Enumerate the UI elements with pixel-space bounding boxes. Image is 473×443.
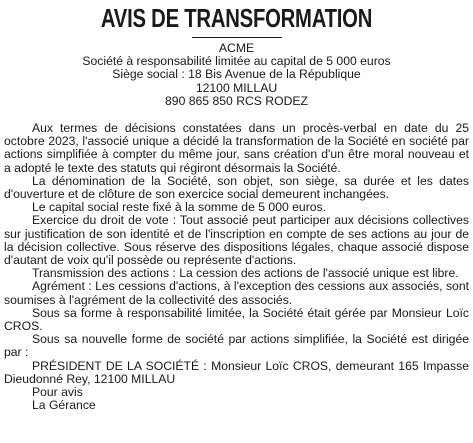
paragraph-decision: Aux termes de décisions constatées dans un procès-verbal en date du 25 octobre 2023, l'associé unique a décidé la transformation de la Société en société par actions simplifiée à compter du même jour, sans création d'un être moral nouveau et a adopté le texte des statuts qui régiront désormais la Société. bbox=[4, 121, 469, 175]
company-header bbox=[4, 42, 469, 108]
company-rcs: 890 865 850 RCS RODEZ bbox=[165, 93, 308, 108]
paragraph-new-management: Sous sa nouvelle forme de société par actions simplifiée, la Société est dirigée par : bbox=[4, 332, 469, 360]
paragraph-capital: Le capital social reste fixé à la somme de 5 000 euros. bbox=[32, 200, 327, 215]
company-address-city: 12100 MILLAU bbox=[195, 80, 278, 95]
notice-body bbox=[4, 122, 469, 412]
paragraph-approval: Agrément : Les cessions d'actions, à l'exception des cessions aux associés, sont soumises à l'agrément de la collectivité des associés. bbox=[4, 279, 469, 307]
closing-for-notice: Pour avis bbox=[32, 385, 83, 400]
legal-notice bbox=[0, 3, 473, 443]
notice-title: AVIS DE TRANSFORMATION bbox=[100, 3, 373, 33]
paragraph-former-management: Sous sa forme à responsabilité limitée, la Société était gérée par Monsieur Loïc CROS. bbox=[4, 305, 469, 334]
paragraph-share-transfer: Transmission des actions : La cession des actions de l'associé unique est libre. bbox=[32, 266, 459, 281]
paragraph-unchanged: La dénomination de la Société, son objet, son siège, sa durée et les dates d'ouverture et de clôture de son exercice social demeurent inchangées. bbox=[4, 173, 469, 202]
closing-signatory: La Gérance bbox=[32, 398, 96, 413]
company-address-street: Siège social : 18 Bis Avenue de la République bbox=[112, 67, 361, 82]
company-name: ACME bbox=[218, 41, 255, 55]
paragraph-president: PRÉSIDENT DE LA SOCIÉTÉ : Monsieur Loïc CROS, demeurant 165 Impasse Dieudonné Rey, 12100 MILLAU bbox=[4, 358, 469, 386]
title-divider bbox=[192, 37, 282, 38]
paragraph-voting-rights: Exercice du droit de vote : Tout associé peut participer aux décisions collectives sur justification de son identité et de l'inscription en compte de ses actions au jour de la décision collective. Sous réserve des dispositions légales, chaque associé dispose d'autant de voix qu'il possède ou représente d'actions. bbox=[4, 213, 469, 268]
company-form: Société à responsabilité limitée au capital de 5 000 euros bbox=[82, 54, 391, 69]
